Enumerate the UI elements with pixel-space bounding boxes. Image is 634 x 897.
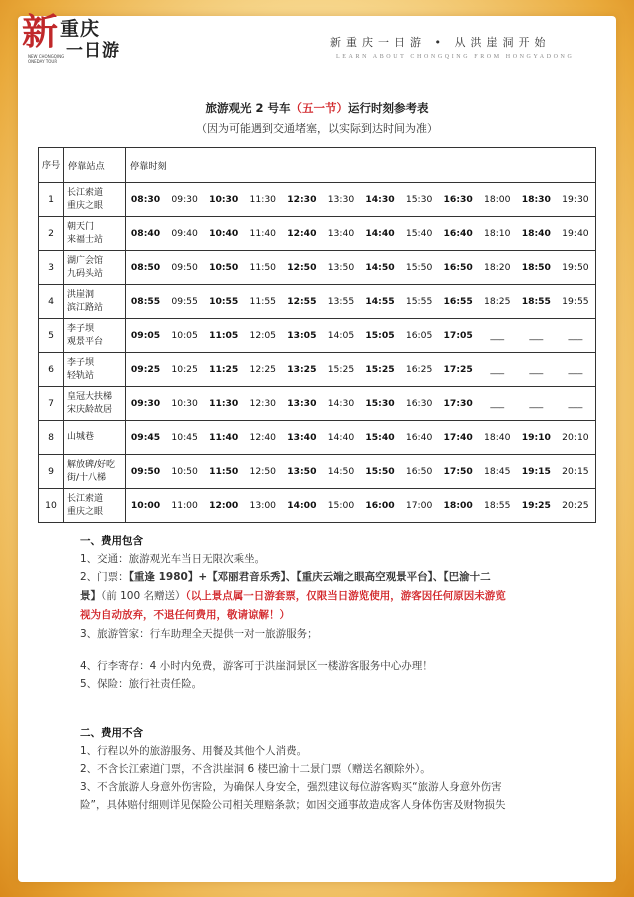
- header-subtitle: LEARN ABOUT CHONGQING FROM HONGYADONG: [336, 54, 575, 60]
- time-cell: 15:50: [365, 466, 395, 477]
- title-highlight: （五一节）: [290, 101, 348, 115]
- stop-name-line: 李子坝: [67, 323, 95, 334]
- time-cell: 13:30: [287, 398, 317, 409]
- time-cell: 11:40: [249, 228, 277, 239]
- included-item-1: 1、交通：旅游观光车当日无限次乘坐。: [80, 553, 266, 565]
- table-row: [39, 251, 596, 285]
- time-cell: 14:40: [327, 432, 355, 443]
- stop-name-line: 解放碑/好吃: [67, 459, 116, 470]
- logo-xin: 新: [22, 11, 59, 53]
- stop-name: [64, 251, 126, 285]
- time-cell: 15:00: [327, 500, 355, 511]
- included-heading: 一、费用包含: [80, 535, 143, 547]
- stop-name-line: 皇冠大扶梯: [67, 391, 113, 402]
- time-cell: 09:50: [171, 262, 198, 273]
- time-cell: 16:40: [443, 228, 473, 239]
- time-cell: 16:00: [365, 500, 395, 511]
- stop-times: [126, 353, 596, 387]
- time-cell: 09:30: [130, 398, 161, 409]
- stop-name-line: 轻轨站: [67, 370, 95, 381]
- table-row: [39, 217, 596, 251]
- time-cell: 15:25: [365, 364, 395, 375]
- time-cell: 08:40: [130, 228, 161, 239]
- time-cell: 18:40: [484, 432, 511, 443]
- time-cell: 10:00: [130, 500, 161, 511]
- time-cell: 15:30: [405, 194, 433, 205]
- time-cell: 09:05: [130, 330, 161, 341]
- table-row: [39, 353, 596, 387]
- row-number: 8: [39, 421, 64, 455]
- brand-logo: [22, 11, 132, 74]
- time-cell: 12:40: [287, 228, 317, 239]
- time-cell: 13:50: [287, 466, 317, 477]
- time-cell: 11:00: [171, 500, 198, 511]
- time-cell: 16:25: [405, 364, 433, 375]
- schedule-body: [39, 183, 596, 523]
- time-cell: 09:40: [171, 228, 198, 239]
- time-cell: 14:30: [365, 194, 395, 205]
- table-row: [39, 319, 596, 353]
- time-cell: 15:40: [405, 228, 433, 239]
- time-cell: 14:00: [287, 500, 317, 511]
- table-row: [39, 285, 596, 319]
- time-cell: ___: [490, 364, 505, 375]
- table-row: [39, 455, 596, 489]
- table-row: [39, 421, 596, 455]
- time-cell: 12:30: [249, 398, 277, 409]
- time-cell: 08:50: [130, 262, 161, 273]
- excluded-item-3: 3、不含旅游人身意外伤害险，为确保人身安全，强烈建议每位游客购买“旅游人身意外伤害 险”，具体赔付细则详见保险公司相关理赔条款；如因交通事故造成客人身体伤害及财物损失: [80, 781, 506, 811]
- time-cell: 10:05: [171, 330, 198, 341]
- stop-times: [126, 285, 596, 319]
- time-cell: 18:20: [484, 262, 511, 273]
- time-cell: 17:30: [443, 398, 473, 409]
- time-cell: 09:45: [130, 432, 161, 443]
- time-cell: 16:50: [443, 262, 473, 273]
- time-cell: 09:50: [130, 466, 161, 477]
- stop-name: [64, 319, 126, 353]
- time-cell: 16:55: [443, 296, 473, 307]
- time-cell: 17:00: [405, 500, 433, 511]
- stop-name: [64, 455, 126, 489]
- excluded-section: [80, 724, 560, 814]
- time-cell: 15:55: [405, 296, 433, 307]
- excluded-item-1: 1、行程以外的旅游服务、用餐及其他个人消费。: [80, 745, 308, 757]
- time-cell: 19:40: [562, 228, 589, 239]
- included-item-5: 5、保险：旅行社责任险。: [80, 678, 203, 690]
- time-cell: 19:10: [521, 432, 551, 443]
- time-cell: 14:50: [327, 466, 355, 477]
- time-cell: 18:55: [484, 500, 511, 511]
- time-cell: 20:25: [562, 500, 589, 511]
- time-cell: 12:05: [249, 330, 277, 341]
- row-number: 9: [39, 455, 64, 489]
- time-cell: 18:45: [484, 466, 511, 477]
- time-cell: 08:30: [130, 194, 161, 205]
- time-cell: 12:50: [287, 262, 317, 273]
- time-cell: 15:05: [365, 330, 395, 341]
- time-cell: 13:25: [287, 364, 317, 375]
- stop-name: [64, 387, 126, 421]
- stop-name-line: 滨江路站: [67, 302, 104, 313]
- time-cell: 14:50: [365, 262, 395, 273]
- time-cell: 10:55: [209, 296, 239, 307]
- time-cell: 13:05: [287, 330, 317, 341]
- stop-name-line: 来福士站: [67, 234, 104, 245]
- stop-times: [126, 421, 596, 455]
- row-number: 6: [39, 353, 64, 387]
- time-cell: 18:30: [521, 194, 551, 205]
- time-cell: ___: [568, 398, 583, 409]
- time-cell: 09:25: [130, 364, 161, 375]
- time-cell: ___: [529, 364, 544, 375]
- time-cell: 16:40: [405, 432, 433, 443]
- row-number: 4: [39, 285, 64, 319]
- time-cell: 18:25: [484, 296, 511, 307]
- time-cell: 16:30: [405, 398, 433, 409]
- stop-times: [126, 319, 596, 353]
- time-cell: 13:50: [327, 262, 355, 273]
- time-cell: 12:30: [287, 194, 317, 205]
- time-cell: 12:40: [249, 432, 277, 443]
- time-cell: 11:25: [209, 364, 239, 375]
- time-cell: 13:40: [327, 228, 355, 239]
- time-cell: 18:50: [521, 262, 551, 273]
- time-cell: 13:00: [249, 500, 277, 511]
- stop-name: [64, 183, 126, 217]
- stop-name: [64, 421, 126, 455]
- stop-name-line: 九码头站: [67, 268, 104, 279]
- time-cell: ___: [490, 398, 505, 409]
- time-cell: 12:50: [249, 466, 277, 477]
- stop-name-line: 山城巷: [67, 432, 95, 442]
- page-title: [0, 100, 634, 116]
- logo-tagline: NEW CHONGQING ONEDAY TOUR: [28, 54, 65, 64]
- title-prefix: 旅游观光 2 号车: [205, 101, 291, 115]
- included-item-4: 4、行李寄存：4 小时内免费，游客可于洪崖洞景区一楼游客服务中心办理！: [80, 660, 433, 672]
- time-cell: 16:30: [443, 194, 473, 205]
- time-cell: 17:40: [443, 432, 473, 443]
- time-cell: 11:55: [249, 296, 277, 307]
- time-cell: ___: [529, 398, 544, 409]
- time-cell: 09:55: [171, 296, 198, 307]
- time-cell: 16:50: [405, 466, 433, 477]
- header-time: 停靠时刻: [126, 148, 596, 183]
- time-cell: 10:45: [171, 432, 198, 443]
- logo-chongqing: 重庆: [60, 18, 101, 40]
- time-cell: 16:05: [405, 330, 433, 341]
- time-cell: 12:00: [209, 500, 239, 511]
- stop-name-line: 观景平台: [67, 336, 104, 347]
- time-cell: ___: [568, 364, 583, 375]
- stop-times: [126, 251, 596, 285]
- stop-name: [64, 217, 126, 251]
- time-cell: 11:50: [209, 466, 239, 477]
- time-cell: 14:30: [327, 398, 355, 409]
- time-cell: 20:15: [562, 466, 589, 477]
- time-cell: 08:55: [130, 296, 161, 307]
- row-number: 7: [39, 387, 64, 421]
- time-cell: 14:55: [365, 296, 395, 307]
- title-suffix: 运行时刻参考表: [348, 101, 429, 115]
- time-cell: 13:55: [327, 296, 355, 307]
- time-cell: 13:40: [287, 432, 317, 443]
- excluded-heading: 二、费用不含: [80, 727, 143, 739]
- row-number: 1: [39, 183, 64, 217]
- time-cell: 19:25: [521, 500, 551, 511]
- time-cell: 10:30: [171, 398, 198, 409]
- time-cell: 14:05: [327, 330, 355, 341]
- stop-name-line: 重庆之眼: [67, 200, 104, 211]
- stop-name-line: 李子坝: [67, 357, 95, 368]
- stop-times: [126, 455, 596, 489]
- time-cell: 11:30: [209, 398, 239, 409]
- row-number: 5: [39, 319, 64, 353]
- header-no: 序号: [39, 148, 64, 183]
- time-cell: 12:25: [249, 364, 277, 375]
- time-cell: 18:55: [521, 296, 551, 307]
- stop-name-line: 长江索道: [67, 187, 104, 198]
- time-cell: 19:15: [521, 466, 551, 477]
- time-cell: 19:30: [562, 194, 589, 205]
- stop-name: [64, 285, 126, 319]
- stop-name-line: 长江索道: [67, 493, 104, 504]
- time-cell: ___: [568, 330, 583, 341]
- stop-name-line: 朝天门: [67, 221, 95, 232]
- stop-times: [126, 183, 596, 217]
- stop-times: [126, 217, 596, 251]
- time-cell: 18:00: [484, 194, 511, 205]
- stop-name: [64, 353, 126, 387]
- included-item-3: 3、旅游管家：行车助理全天提供一对一旅游服务；: [80, 628, 318, 640]
- included-item-2: 2、门票：【重逢 1980】+【邓丽君音乐秀】、【重庆云端之眼高空观景平台】、【巴渝十二 景】（前 100 名赠送）（以上景点属一日游套票，仅限当日游览使用，游客因任何原因未游览 视为自动放弃，不退任何费用，敬请谅解！）: [80, 571, 506, 621]
- header-slogan: 新重庆一日游 • 从洪崖洞开始: [330, 36, 551, 49]
- table-row: [39, 489, 596, 523]
- stop-name-line: 洪崖洞: [67, 289, 95, 300]
- time-cell: 11:05: [209, 330, 239, 341]
- time-cell: 18:40: [521, 228, 551, 239]
- row-number: 10: [39, 489, 64, 523]
- stop-name-line: 街/十八梯: [67, 472, 107, 483]
- stop-name-line: 重庆之眼: [67, 506, 104, 517]
- stop-times: [126, 387, 596, 421]
- stop-name: [64, 489, 126, 523]
- logo-yiriyou: 一日游: [66, 41, 120, 61]
- time-cell: 13:30: [327, 194, 355, 205]
- time-cell: 10:50: [209, 262, 239, 273]
- time-cell: 11:30: [249, 194, 277, 205]
- time-cell: 19:50: [562, 262, 589, 273]
- time-cell: 12:55: [287, 296, 317, 307]
- time-cell: 09:30: [171, 194, 198, 205]
- excluded-item-2: 2、不含长江索道门票，不含洪崖洞 6 楼巴渝十二景门票（赠送名额除外）。: [80, 763, 431, 775]
- stop-name-line: 湖广会馆: [67, 255, 104, 266]
- time-cell: 15:25: [327, 364, 355, 375]
- row-number: 3: [39, 251, 64, 285]
- time-cell: 17:25: [443, 364, 473, 375]
- included-section: [80, 532, 560, 693]
- table-row: [39, 183, 596, 217]
- stop-name-line: 宋庆龄故居: [67, 404, 113, 415]
- time-cell: 11:40: [209, 432, 239, 443]
- time-cell: 10:30: [209, 194, 239, 205]
- stop-times: [126, 489, 596, 523]
- time-cell: ___: [490, 330, 505, 341]
- time-cell: 10:25: [171, 364, 198, 375]
- time-cell: 18:10: [484, 228, 511, 239]
- time-cell: 19:55: [562, 296, 589, 307]
- page-subtitle: （因为可能遇到交通堵塞，以实际到达时间为准）: [196, 122, 438, 135]
- row-number: 2: [39, 217, 64, 251]
- time-cell: 14:40: [365, 228, 395, 239]
- time-cell: ___: [529, 330, 544, 341]
- time-cell: 15:30: [365, 398, 395, 409]
- schedule-table: [38, 147, 596, 523]
- time-cell: 15:40: [365, 432, 395, 443]
- time-cell: 17:05: [443, 330, 473, 341]
- time-cell: 17:50: [443, 466, 473, 477]
- time-cell: 11:50: [249, 262, 277, 273]
- header-stop: 停靠站点: [64, 148, 126, 183]
- time-cell: 10:50: [171, 466, 198, 477]
- table-row: [39, 387, 596, 421]
- time-cell: 20:10: [562, 432, 589, 443]
- time-cell: 18:00: [443, 500, 473, 511]
- time-cell: 15:50: [405, 262, 433, 273]
- time-cell: 10:40: [209, 228, 239, 239]
